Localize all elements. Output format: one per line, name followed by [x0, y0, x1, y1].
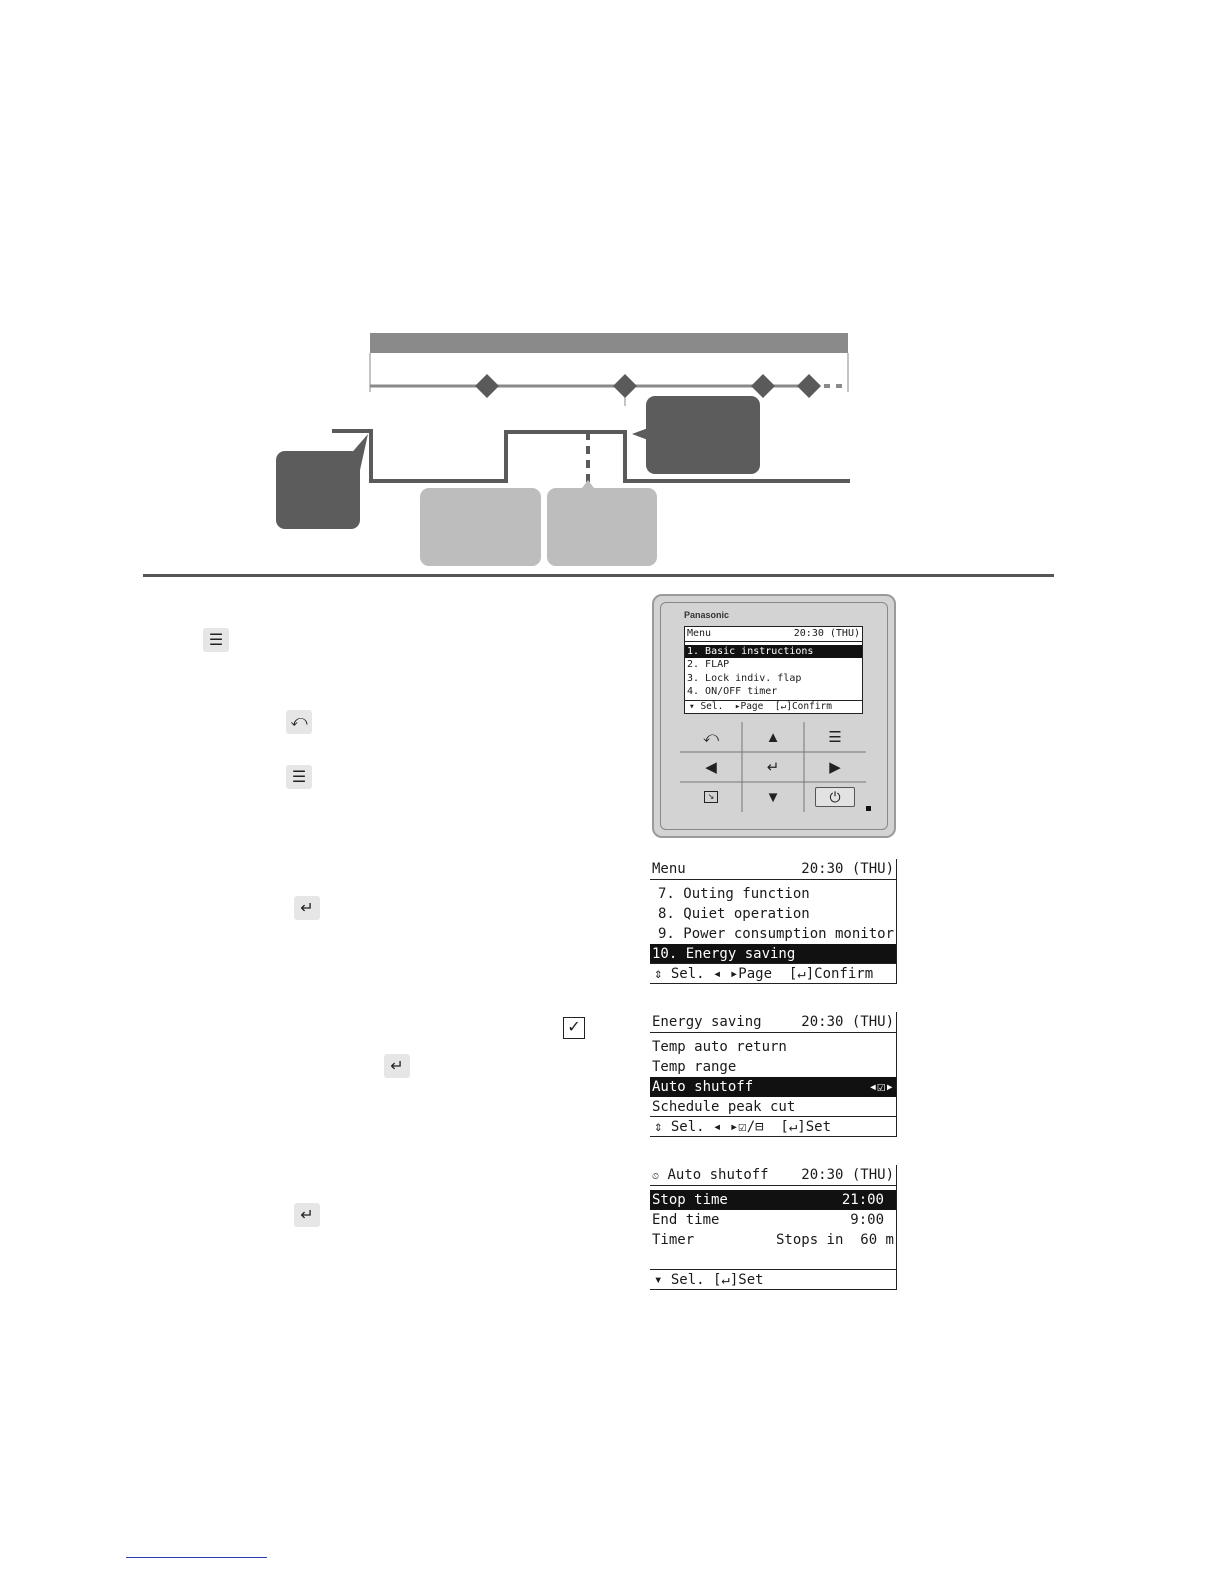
screen-clock: 20:30 (THU): [801, 1014, 894, 1030]
enter-button[interactable]: [742, 752, 804, 782]
enter-icon: ↵: [384, 1054, 410, 1078]
off-timer-icon: ⏲: [652, 1172, 660, 1182]
screen-clock: 20:30 (THU): [801, 861, 894, 877]
back-button[interactable]: [680, 722, 742, 752]
marker-diamond: [613, 374, 637, 398]
menu-item[interactable]: 7. Outing function: [658, 886, 810, 902]
setting-label: End time: [652, 1212, 720, 1228]
menu-item[interactable]: 10. Energy saving: [650, 944, 896, 964]
setting-value: 21:00: [841, 1192, 884, 1208]
menu-screen: [650, 859, 897, 984]
schedule-button[interactable]: [680, 782, 742, 812]
menu-list-icon: ☰: [203, 628, 229, 652]
indicator-lamp: [866, 806, 871, 811]
energy-saving-screen: [650, 1012, 897, 1137]
menu-list-icon: ☰: [828, 729, 842, 746]
menu-item-selected[interactable]: [650, 1077, 896, 1097]
power-icon: ⏻: [815, 787, 855, 807]
left-button[interactable]: [680, 752, 742, 782]
up-button[interactable]: [742, 722, 804, 752]
right-button[interactable]: [804, 752, 866, 782]
screen-clock: 20:30 (THU): [801, 1167, 894, 1183]
callout-light-2: [547, 488, 657, 566]
callout-light-1: [420, 488, 541, 566]
setting-row[interactable]: [650, 1230, 896, 1250]
marker-diamond: [751, 374, 775, 398]
menu-item[interactable]: 3. Lock indiv. flap: [687, 672, 802, 684]
left-arrow-icon: ◀: [705, 759, 717, 776]
menu-item[interactable]: 2. FLAP: [687, 659, 730, 670]
menu-item[interactable]: Temp range: [652, 1059, 737, 1075]
menu-item[interactable]: 8. Quiet operation: [658, 906, 810, 922]
screen-title-group: [652, 1165, 769, 1185]
menu-button[interactable]: [804, 722, 866, 752]
schedule-icon: ↘: [704, 791, 718, 803]
down-button[interactable]: [742, 782, 804, 812]
screen-footer: ⇕ Sel. ◂ ▸☑/⊟ [↵]Set: [650, 1116, 896, 1136]
toggle-value[interactable]: ◂☑▸: [868, 1079, 894, 1095]
screen-header: [650, 1012, 896, 1033]
screen-header: [650, 1165, 896, 1186]
keypad: [680, 722, 866, 812]
section-divider: [143, 574, 1054, 577]
up-arrow-icon: ▲: [765, 728, 781, 746]
brand-logo: Panasonic: [684, 610, 730, 620]
screen-title: Menu: [652, 861, 686, 877]
menu-item[interactable]: 1. Basic instructions: [685, 645, 862, 659]
setting-label: Timer: [652, 1232, 695, 1248]
menu-item[interactable]: 9. Power consumption monitor: [658, 926, 895, 942]
power-button[interactable]: [804, 782, 866, 812]
menu-list-icon: ☰: [286, 765, 312, 789]
auto-shutoff-timeline-diagram: [260, 320, 870, 570]
callout-dark-right: [646, 396, 760, 474]
screen-footer: ⇕ Sel. ◂ ▸Page [↵]Confirm: [650, 963, 896, 983]
menu-item[interactable]: Temp auto return: [652, 1039, 787, 1055]
right-arrow-icon: ▶: [829, 759, 841, 776]
marker-diamond: [475, 374, 499, 398]
remote-screen: [684, 626, 863, 714]
setting-row[interactable]: [650, 1210, 896, 1230]
enter-icon: ↵: [294, 896, 320, 920]
footnote-rule: [126, 1557, 267, 1558]
enter-icon: ↵: [766, 759, 780, 776]
screen-footer: ▾ Sel. [↵]Set: [650, 1269, 896, 1289]
auto-shutoff-screen: [650, 1165, 897, 1290]
back-icon: ⤺: [702, 728, 720, 746]
check-icon: ✓: [563, 1017, 585, 1039]
screen-title: Menu: [687, 628, 712, 639]
enter-icon: ↵: [294, 1203, 320, 1227]
screen-footer: ▾ Sel. ▸Page [↵]Confirm: [685, 700, 862, 713]
screen-title: Energy saving: [652, 1014, 762, 1030]
setting-label: Stop time: [652, 1192, 728, 1208]
screen-header: [685, 627, 862, 642]
setting-value: 9:00: [850, 1212, 884, 1228]
back-icon: ⤺: [286, 710, 312, 734]
callout-dark-left: [276, 451, 360, 529]
marker-diamond: [797, 374, 821, 398]
screen-title: Auto shutoff: [667, 1167, 769, 1183]
screen-clock: 20:30 (THU): [793, 628, 860, 639]
setting-row[interactable]: [650, 1190, 896, 1210]
menu-item[interactable]: Schedule peak cut: [652, 1099, 796, 1115]
menu-item[interactable]: 4. ON/OFF timer: [687, 686, 778, 697]
timeline-band: [370, 333, 848, 353]
menu-item-label: Auto shutoff: [652, 1079, 754, 1095]
down-arrow-icon: ▼: [765, 788, 781, 806]
operation-state-line: [332, 431, 850, 481]
screen-header: [650, 859, 896, 880]
setting-value: Stops in 60 m: [775, 1232, 894, 1248]
